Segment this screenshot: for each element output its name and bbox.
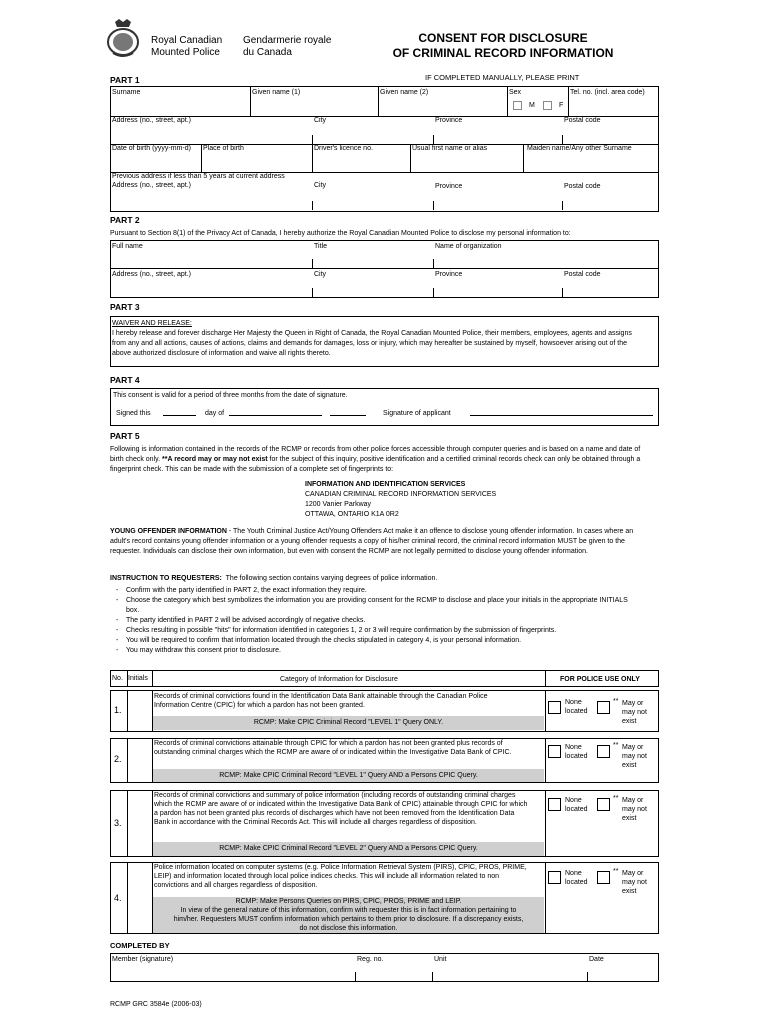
part5-heading: PART 5 xyxy=(110,431,140,441)
signature-label: Signature of applicant xyxy=(383,410,451,417)
may-exist-checkbox[interactable] xyxy=(597,745,610,758)
waiver-text: I hereby release and forever discharge Her Majesty the Queen in Right of Canada, the Royal Canadian Mounted Police, their members, employees, agents and assigns from any and all actions, causes of actions, claims and demands for damages, loss or injury, which may hereafter be sustained by myself, howsoever arising out of the above authorized disclosure of information and waive all rights thereto. xyxy=(112,330,632,357)
sex-m-label: M xyxy=(529,102,535,109)
list-item: - Choose the category which best symbolizes the information you are providing consent for the RCMP to disclose and place your initials in the appropriate INITIALS box. xyxy=(116,596,636,616)
prev-address-field[interactable]: Address (no., street, apt.) xyxy=(112,182,191,189)
list-item: - Checks resulting in possible "hits" for information identified in categories 1, 2 or 3 will require confirmation by the submission of fingerprints. xyxy=(116,626,636,636)
young-offender-info: YOUNG OFFENDER INFORMATION - The Youth Criminal Justice Act/Young Offenders Act make it an offence to disclose young offender information. In cases where an adult's record contains young offender information or a young offender requests a copy of his/her criminal record, the criminal record information MUST be given to the requester. Individuals can disclose their own information, but even with consent the RCMP are not legally permitted to disclose young offender information. xyxy=(110,528,634,555)
row-number: 1. xyxy=(114,705,122,715)
category-text: Records of criminal convictions and summary of police information (including records of outstanding criminal charges which the RCMP are aware of or indicated within the Investigative Data Bank of CPIC) attainable through CPIC for which a pardon has not been granted plus records of discharges which have not been removed from the Identification Data Bank in accordance with the Criminal Records Act. This will include all charges regardless of disposition. xyxy=(154,792,528,826)
recipient-org-field[interactable]: Name of organization xyxy=(435,243,502,250)
initials-box[interactable] xyxy=(128,739,151,782)
col-category: Category of Information for Disclosure xyxy=(280,676,398,683)
rcmp-instruction: RCMP: Make Persons Queries on PIRS, CPIC, PROS, PRIME and LEIP. In view of the general nature of this information, confirm with requester this is in fact information pertaining to him/her. Requesters MUST confirm information which pertains to them prior to disclosure. If a discrepancy exists, do not disclose this information. xyxy=(153,897,544,933)
may-exist-label: May or may not exist xyxy=(622,870,647,895)
prev-city-field[interactable]: City xyxy=(314,182,327,189)
instructions-list xyxy=(116,586,636,656)
category-text: Police information located on computer systems (e.g. Police Information Retrieval System (PIRS), CPIC, PROS, PRIME, LEIP) and information located through local police indices checks. This will include all information related to non convictions and all charges regardless of disposition. xyxy=(154,864,527,889)
none-located-label: None located xyxy=(565,699,588,715)
dob-field[interactable]: Date of birth (yyyy-mm-d) xyxy=(112,145,191,152)
none-located-label: None located xyxy=(565,870,588,886)
rcmp-crest-logo xyxy=(104,18,142,58)
consent-validity: This consent is valid for a period of three months from the date of signature. xyxy=(113,392,348,399)
waiver-title: WAIVER AND RELEASE: xyxy=(112,320,192,327)
reg-no-field[interactable]: Reg. no. xyxy=(357,956,384,963)
recipient-title-field[interactable]: Title xyxy=(314,243,327,250)
usual-name-field[interactable]: Usual first name or alias xyxy=(412,145,488,152)
none-located-checkbox[interactable] xyxy=(548,871,561,884)
province-field[interactable]: Province xyxy=(435,117,463,124)
member-signature-field[interactable]: Member (signature) xyxy=(112,956,174,963)
none-located-checkbox[interactable] xyxy=(548,745,561,758)
row-number: 3. xyxy=(114,818,122,828)
prev-address-note: Previous address if less than 5 years at current address xyxy=(112,173,285,180)
org-name-en: Royal Canadian Mounted Police xyxy=(151,35,223,58)
list-item: - The party identified in PART 2 will be advised accordingly of negative checks. xyxy=(116,616,636,626)
instructions-heading: INSTRUCTION TO REQUESTERS: The following section contains varying degrees of police information. xyxy=(110,575,438,582)
row-number: 4. xyxy=(114,893,122,903)
may-exist-label: May or may not exist xyxy=(622,797,647,822)
prev-postal-field[interactable]: Postal code xyxy=(564,183,601,190)
day-of-label: day of xyxy=(205,410,225,417)
completed-by-box xyxy=(110,953,659,982)
sex-label: Sex xyxy=(509,89,522,96)
col-police-use: FOR POLICE USE ONLY xyxy=(560,676,640,683)
none-located-checkbox[interactable] xyxy=(548,701,561,714)
surname-field[interactable]: Surname xyxy=(112,89,141,96)
form-title: CONSENT FOR DISCLOSURE OF CRIMINAL RECORD INFORMATION xyxy=(392,31,614,60)
col-no: No. xyxy=(112,675,123,682)
completed-by-heading: COMPLETED BY xyxy=(110,941,170,950)
tel-field[interactable]: Tel. no. (incl. area code) xyxy=(570,89,645,96)
signed-day-line[interactable] xyxy=(163,405,196,416)
part2-box xyxy=(110,240,659,298)
list-item: - You will be required to confirm that information located through the checks stipulated in category 4, is your personal information. xyxy=(116,636,636,646)
stars: ** xyxy=(613,698,619,705)
recipient-province-field[interactable]: Province xyxy=(435,271,463,278)
may-exist-checkbox[interactable] xyxy=(597,798,610,811)
address-field[interactable]: Address (no., street, apt.) xyxy=(112,117,191,124)
rcmp-instruction: RCMP: Make CPIC Criminal Record "LEVEL 1" Query ONLY. xyxy=(153,716,544,730)
recipient-address-field[interactable]: Address (no., street, apt.) xyxy=(112,271,191,278)
sex-f-checkbox[interactable] xyxy=(543,101,552,110)
signature-line[interactable] xyxy=(470,405,653,416)
form-number: RCMP GRC 3584e (2006-03) xyxy=(110,1001,202,1008)
may-exist-label: May or may not exist xyxy=(622,700,647,725)
postal-code-field[interactable]: Postal code xyxy=(564,117,601,124)
maiden-name-field[interactable]: Maiden name/Any other Surname xyxy=(527,145,632,152)
category-text: Records of criminal convictions found in the Identification Data Bank attainable through the Canadian Police Information Centre (CPIC) for which a pardon has not been granted. xyxy=(154,693,488,709)
unit-field[interactable]: Unit xyxy=(434,956,447,963)
stars: ** xyxy=(613,795,619,802)
none-located-label: None located xyxy=(565,797,588,813)
none-located-label: None located xyxy=(565,744,588,760)
print-note: IF COMPLETED MANUALLY, PLEASE PRINT xyxy=(425,73,580,82)
stars: ** xyxy=(613,868,619,875)
part4-heading: PART 4 xyxy=(110,375,140,385)
signed-month-line[interactable] xyxy=(229,405,322,416)
list-item: - Confirm with the party identified in PART 2, the exact information they require. xyxy=(116,586,636,596)
col-initials: Initials xyxy=(128,675,148,682)
stars: ** xyxy=(613,742,619,749)
part3-heading: PART 3 xyxy=(110,302,140,312)
category-text: Records of criminal convictions attainable through CPIC for which a pardon has not been granted plus records of outstanding criminal charges which the RCMP are aware of or indicated within the Investigative Data Bank of CPIC. xyxy=(154,740,512,756)
may-exist-label: May or may not exist xyxy=(622,744,647,769)
sex-f-label: F xyxy=(559,102,564,109)
pob-field[interactable]: Place of birth xyxy=(203,145,244,152)
recipient-full-name-field[interactable]: Full name xyxy=(112,243,143,250)
none-located-checkbox[interactable] xyxy=(548,798,561,811)
part1-heading: PART 1 xyxy=(110,75,140,85)
given-name-2-field[interactable]: Given name (2) xyxy=(380,89,429,96)
licence-field[interactable]: Driver's licence no. xyxy=(314,145,373,152)
date-field[interactable]: Date xyxy=(589,956,604,963)
part5-paragraph: Following is information contained in the records of the RCMP or records from other police forces accessible through computer queries and is based on a name and date of birth check only. **A record may or may not exist for the subject of this inquiry, positive identification and a certified criminal records check can only be obtained through a fingerprint check. This can be made with the submission of a complete set of fingerprints to: xyxy=(110,446,641,473)
part2-intro: Pursuant to Section 8(1) of the Privacy Act of Canada, I hereby authorize the Royal Canadian Mounted Police to disclose my personal information to: xyxy=(110,230,571,237)
prev-province-field[interactable]: Province xyxy=(435,183,463,190)
part2-heading: PART 2 xyxy=(110,215,140,225)
recipient-city-field[interactable]: City xyxy=(314,271,327,278)
given-name-1-field[interactable]: Given name (1) xyxy=(252,89,301,96)
row-number: 2. xyxy=(114,754,122,764)
initials-box[interactable] xyxy=(128,691,151,731)
may-exist-checkbox[interactable] xyxy=(597,871,610,884)
list-item: - You may withdraw this consent prior to disclosure. xyxy=(116,646,636,656)
signed-this-label: Signed this xyxy=(116,410,151,417)
ids-address: INFORMATION AND IDENTIFICATION SERVICES CANADIAN CRIMINAL RECORD INFORMATION SERVICES 1200 Vanier Parkway OTTAWA, ONTARIO K1A 0R2 xyxy=(305,481,497,518)
signed-year-line[interactable] xyxy=(330,405,366,416)
rcmp-instruction: RCMP: Make CPIC Criminal Record "LEVEL 2" Query AND a Persons CPIC Query. xyxy=(153,842,544,856)
initials-box[interactable] xyxy=(128,791,151,856)
recipient-postal-field[interactable]: Postal code xyxy=(564,271,601,278)
org-name-fr: Gendarmerie royale du Canada xyxy=(243,35,332,58)
sex-m-checkbox[interactable] xyxy=(513,101,522,110)
initials-box[interactable] xyxy=(128,863,151,933)
city-field[interactable]: City xyxy=(314,117,327,124)
rcmp-instruction: RCMP: Make CPIC Criminal Record "LEVEL 1" Query AND a Persons CPIC Query. xyxy=(153,769,544,782)
may-exist-checkbox[interactable] xyxy=(597,701,610,714)
